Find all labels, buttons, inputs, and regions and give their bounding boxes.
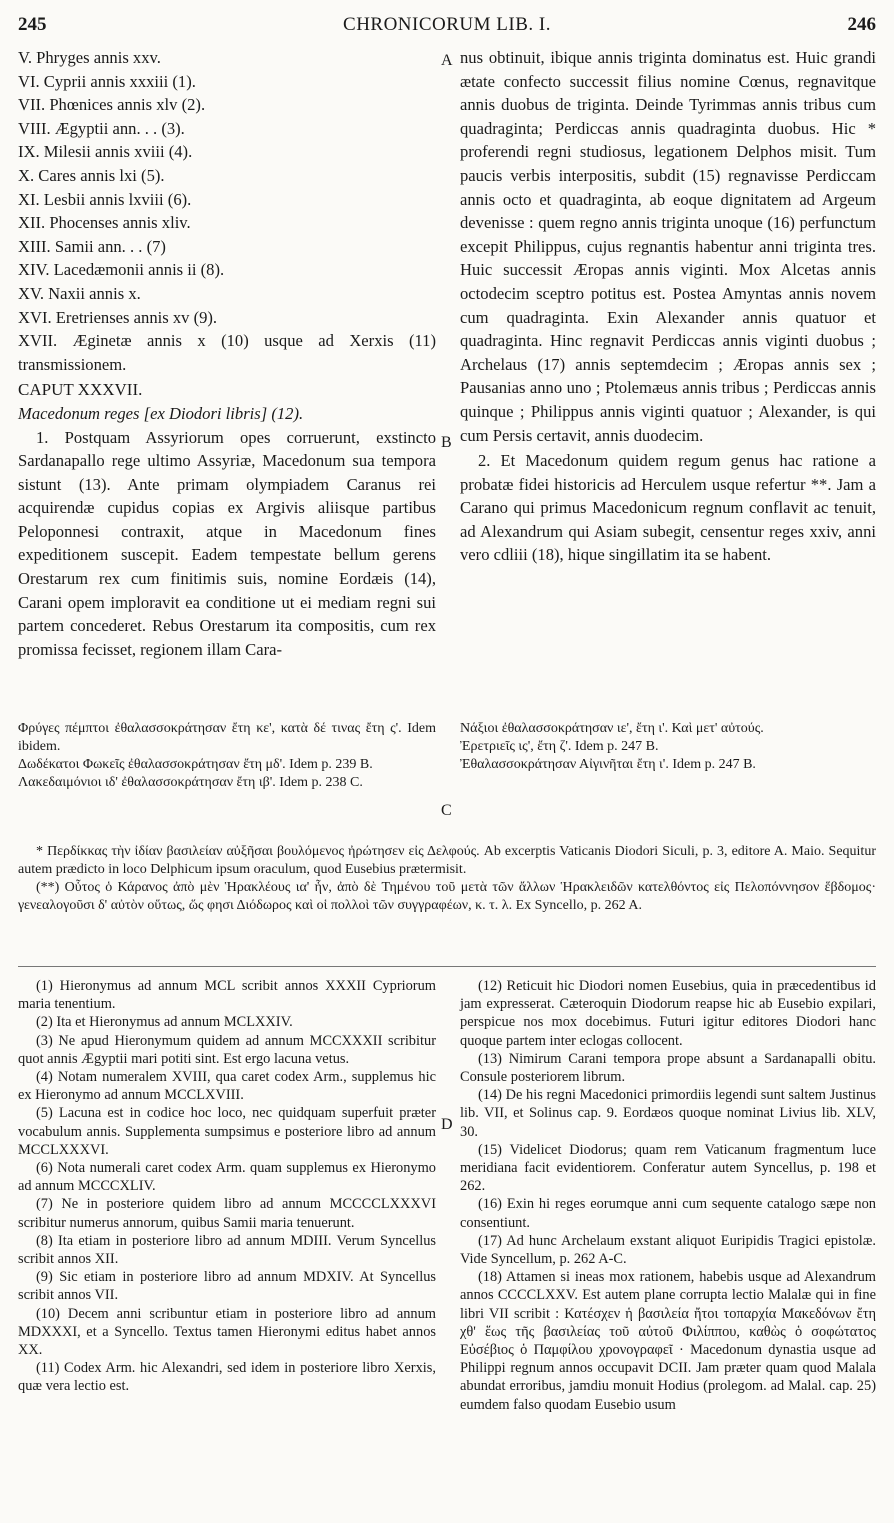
greek-note: Ἐρετριεῖς ις', ἔτη ζ'. Idem p. 247 B. [460, 739, 659, 754]
footnote: (8) Ita etiam in posteriore libro ad annum MDIII. Verum Syncellus scribit annos XII. [18, 1232, 436, 1268]
list-item: VII. Phœnices annis xlv (2). [18, 95, 206, 115]
margin-letter-c: C [441, 802, 452, 819]
page-number-right: 246 [847, 14, 876, 35]
greek-note: Ἐθαλασσοκράτησαν Αἰγινῆται ἔτη ι'. Idem p. 247 B. [460, 757, 756, 772]
footnotes-right [460, 977, 876, 1414]
footnote: (3) Ne apud Hieronymum quidem ad annum MCCXXXII scribitur quot annis Ægyptii mari potiti sint. Est ergo lacuna vetus. [18, 1032, 436, 1067]
list-item: IX. Milesii annis xviii (4). [18, 142, 193, 162]
footnote: (9) Sic etiam in posteriore libro ad annum MDXIV. At Syncellus scribit annos VII. [18, 1269, 436, 1304]
running-title: CHRONICORUM LIB. I. [343, 14, 551, 35]
main-text-right [460, 46, 876, 567]
footnote: (15) Videlicet Diodorus; quam rem Vaticanum fragmentum luce meridiana facit evidentiorem. Conferatur autem Syncellus, p. 198 et 262. [460, 1141, 876, 1195]
full-note: (**) Οὗτος ὁ Κάρανος ἀπὸ μὲν Ἡρακλέους ια' ἦν, ἀπὸ δὲ Τημένου τοῦ μετὰ τῶν ἄλλων Ἡρακλειδῶν κατελθόντος εἰς Πελοπόννησον ἕβδομος· γενεαλογοῦσι δ' αὐτὸν οὕτως, ὥς φησι Διόδωρος καὶ οἱ πολλοὶ τῶν συγγραφέων, κ. τ. λ. Ex Syncello, p. 262 A. [18, 880, 876, 913]
list-item: X. Cares annis lxi (5). [18, 165, 165, 185]
footnote: (11) Codex Arm. hic Alexandri, sed idem in posteriore libro Xerxis, quæ vera lectio est. [18, 1360, 436, 1395]
greek-note: Λακεδαιμόνιοι ιδ' ἐθαλασσοκράτησαν ἔτη ιβ'. Idem p. 238 C. [18, 775, 363, 790]
footnote: (7) Ne in posteriore quidem libro ad annum MCCCCLXXXVI scribitur numerus annorum, quibus Samii maria tenuerunt. [18, 1196, 436, 1231]
footnote: (14) De his regni Macedonici primordiis legendi sunt saltem Justinus lib. VII, et Solinus cap. 9. Eordæos quoque nominat Livius lib. XLV, 30. [460, 1087, 876, 1140]
footnote: (5) Lacuna est in codice hoc loco, nec quidquam superfuit præter vocabulum annis. Supplementa sumpsimus e posteriore libro ad annum MCCLXXXVI. [18, 1105, 436, 1158]
footnote: (2) Ita et Hieronymus ad annum MCLXXIV. [36, 1014, 293, 1031]
greek-note: Νάξιοι ἐθαλασσοκράτησαν ιε', ἔτη ι'. Καὶ μετ' αὐτούς. [460, 721, 764, 736]
greek-note: Φρύγες πέμπτοι ἐθαλασσοκράτησαν ἔτη κε', κατὰ δέ τινας ἔτη ς'. Idem ibidem. [18, 721, 436, 754]
footnote: (18) Attamen si ineas mox rationem, habebis usque ad Alexandrum annos CCCCLXXV. Est autem plane corrupta lectio Malalæ qui in fine libri VII scribit : Κατέσχεν ἡ βασιλεία ἤτοι τοπαρχία Μακεδόνων ἔτη χθ' ἕως τῆς βασιλείας τοῦ αὐτοῦ Φιλίππου, καθὼς ὁ σοφώτατος Εὐσέβιος ὁ Παμφίλου χρονογραφεῖ · Macedonum dynastia usque ad Philippi regnum annos occupavit DCII. Jam præter quam quod Malala abundat erroribus, jamdiu monuit Hodius (prolegom. ad Malal. cap. 25) eumdem falso quodam Eusebio usum [460, 1269, 876, 1413]
list-item: VI. Cyprii annis xxxiii (1). [18, 71, 196, 91]
list-item: XII. Phocenses annis xliv. [18, 213, 191, 233]
list-item: XV. Naxii annis x. [18, 283, 141, 303]
footnote: (6) Nota numerali caret codex Arm. quam supplemus ex Hieronymo ad annum MCCCXLIV. [18, 1160, 436, 1195]
footnotes-left [18, 977, 436, 1396]
margin-letter-a: A [441, 52, 453, 69]
list-item: VIII. Ægyptii ann. . . (3). [18, 118, 185, 138]
greek-notes-right [460, 720, 876, 774]
paragraph-2: 2. Et Macedonum quidem regum genus hac ratione a probatæ fidei historicis ad Herculem usque refertur **. Jam a Carano qui primus Macedonicum regnum conflavit ac tenuit, ad Alexandrum qui Asiam subegit, censentur reges xxiv, anni vero cdliii (18), hique singillatim ita se habent. [460, 451, 876, 565]
footnote: (4) Notam numeralem XVIII, qua caret codex Arm., supplemus hic ex Hieronymo ad annum MCCLXVIII. [18, 1069, 436, 1104]
footnote-rule [18, 966, 876, 967]
main-text-left [18, 46, 436, 661]
thalassocracy-list [18, 46, 436, 329]
full-width-notes [18, 843, 876, 915]
full-note: * Περδίκκας τὴν ἰδίαν βασιλείαν αὐξῆσαι βουλόμενος ἠρώτησεν εἰς Δελφούς. Ab excerptis Vaticanis Diodori Siculi, p. 3, editore A. Maio. Sequitur autem prædicto in loco Delphicum ipsum oraculum, quod Eusebius prætermisit. [18, 844, 876, 877]
paragraph-1-continued: nus obtinuit, ibique annis triginta dominatus est. Huic grandi ætate confecto successit filius nomine Cœnus, regnavitque annis duobus de triginta. Deinde Tyrimmas annis tribus cum quadraginta; Perdiccas annis quadraginta duobus. Hic * proferendi regni studiosus, legationem Delphos misit. Tum paucis verbis interpositis, subdit (15) regnavisse Perdiccam annis octo et quadraginta, ab eoque dignitatem ad Argeum devenisse : quem regno annis triginta unoque (16) perfunctum excepit Philippus, cujus regnantis habentur anni triginta tres. Huic successit Æropas annis viginti. Mox Alcetas annis octodecim sceptro potitus est. Postea Amyntas annis novem cum quadraginta. Exin Alexander annis quatuor et quadraginta. Hinc regnavit Perdiccas annis viginti duobus ; Archelaus (17) annis septemdecim ; Æropas annis sex ; Pausanias anno uno ; Ptolemæus annis tribus ; Perdiccas annis quinque ; Philippus annis viginti quatuor ; Alexander, is qui cum Persis certavit, annis duodecim. [460, 48, 876, 445]
footnote: (13) Nimirum Carani tempora prope absunt a Sardanapalli obitu. Consule posteriorem librum. [460, 1050, 876, 1086]
paragraph-1: 1. Postquam Assyriorum opes corruerunt, exstincto Sardanapallo rege ultimo Assyriæ, Macedonum sua tempora sistunt (13). Ante primam olympiadem Caranus rei acquirendæ cupidus copias ex Argivis aliisque partibus Peloponnesi contraxit, atque in Macedonum fines expeditionem suscepit. Eadem tempestate bellum gerens Orestarum rex cum finitimis suis, nomine Eordæis (14), Carani opem imploravit ea conditione ut ei mediam regni sui partem concederet. Rebus Orestarum ita compositis, cum rex promissa fecisset, regionem illam Cara- [18, 427, 436, 659]
footnote: (10) Decem anni scribuntur etiam in posteriore libro ad annum MDXXXI, et a Syncello. Textus tamen Hieronymi editus habet annos XX. [18, 1305, 436, 1359]
footnote: (16) Exin hi reges eorumque anni cum sequente catalogo sæpe non consentiunt. [460, 1196, 876, 1231]
list-item: XI. Lesbii annis lxviii (6). [18, 189, 192, 209]
footnote: (1) Hieronymus ad annum MCL scribit annos XXXII Cypriorum maria tenentium. [18, 978, 436, 1013]
footnote: (17) Ad hunc Archelaum exstant aliquot Euripidis Tragici epistolæ. Vide Syncellum, p. 262 A-C. [460, 1232, 876, 1268]
chapter-title: CAPUT XXXVII. [18, 380, 143, 400]
page-number-left: 245 [18, 14, 47, 35]
greek-note: Δωδέκατοι Φωκεῖς ἐθαλασσοκράτησαν ἔτη μδ'. Idem p. 239 B. [18, 757, 373, 772]
list-item: XIV. Lacedæmonii annis ii (8). [18, 260, 225, 280]
footnote: (12) Reticuit hic Diodori nomen Eusebius, quia in præcedentibus id jam expresserat. Cæteroquin Diodorum reapse hic ab Eusebio expilari, perspicue nos mox docebimus. Futuri igitur editores Diodori hanc quoque partem inter eclogas collocent. [460, 978, 876, 1049]
chapter-subtitle: Macedonum reges [ex Diodori libris] (12). [18, 403, 304, 423]
list-item: XVI. Eretrienses annis xv (9). [18, 307, 218, 327]
list-item: V. Phryges annis xxv. [18, 48, 161, 67]
margin-letter-b: B [441, 434, 452, 451]
page-header [18, 14, 876, 40]
margin-letter-d: D [441, 1116, 453, 1133]
list-item: XIII. Samii ann. . . (7) [18, 236, 166, 256]
greek-notes-left [18, 720, 436, 792]
list-item-last: XVII. Æginetæ annis x (10) usque ad Xerxis (11) transmissionem. [18, 331, 436, 374]
